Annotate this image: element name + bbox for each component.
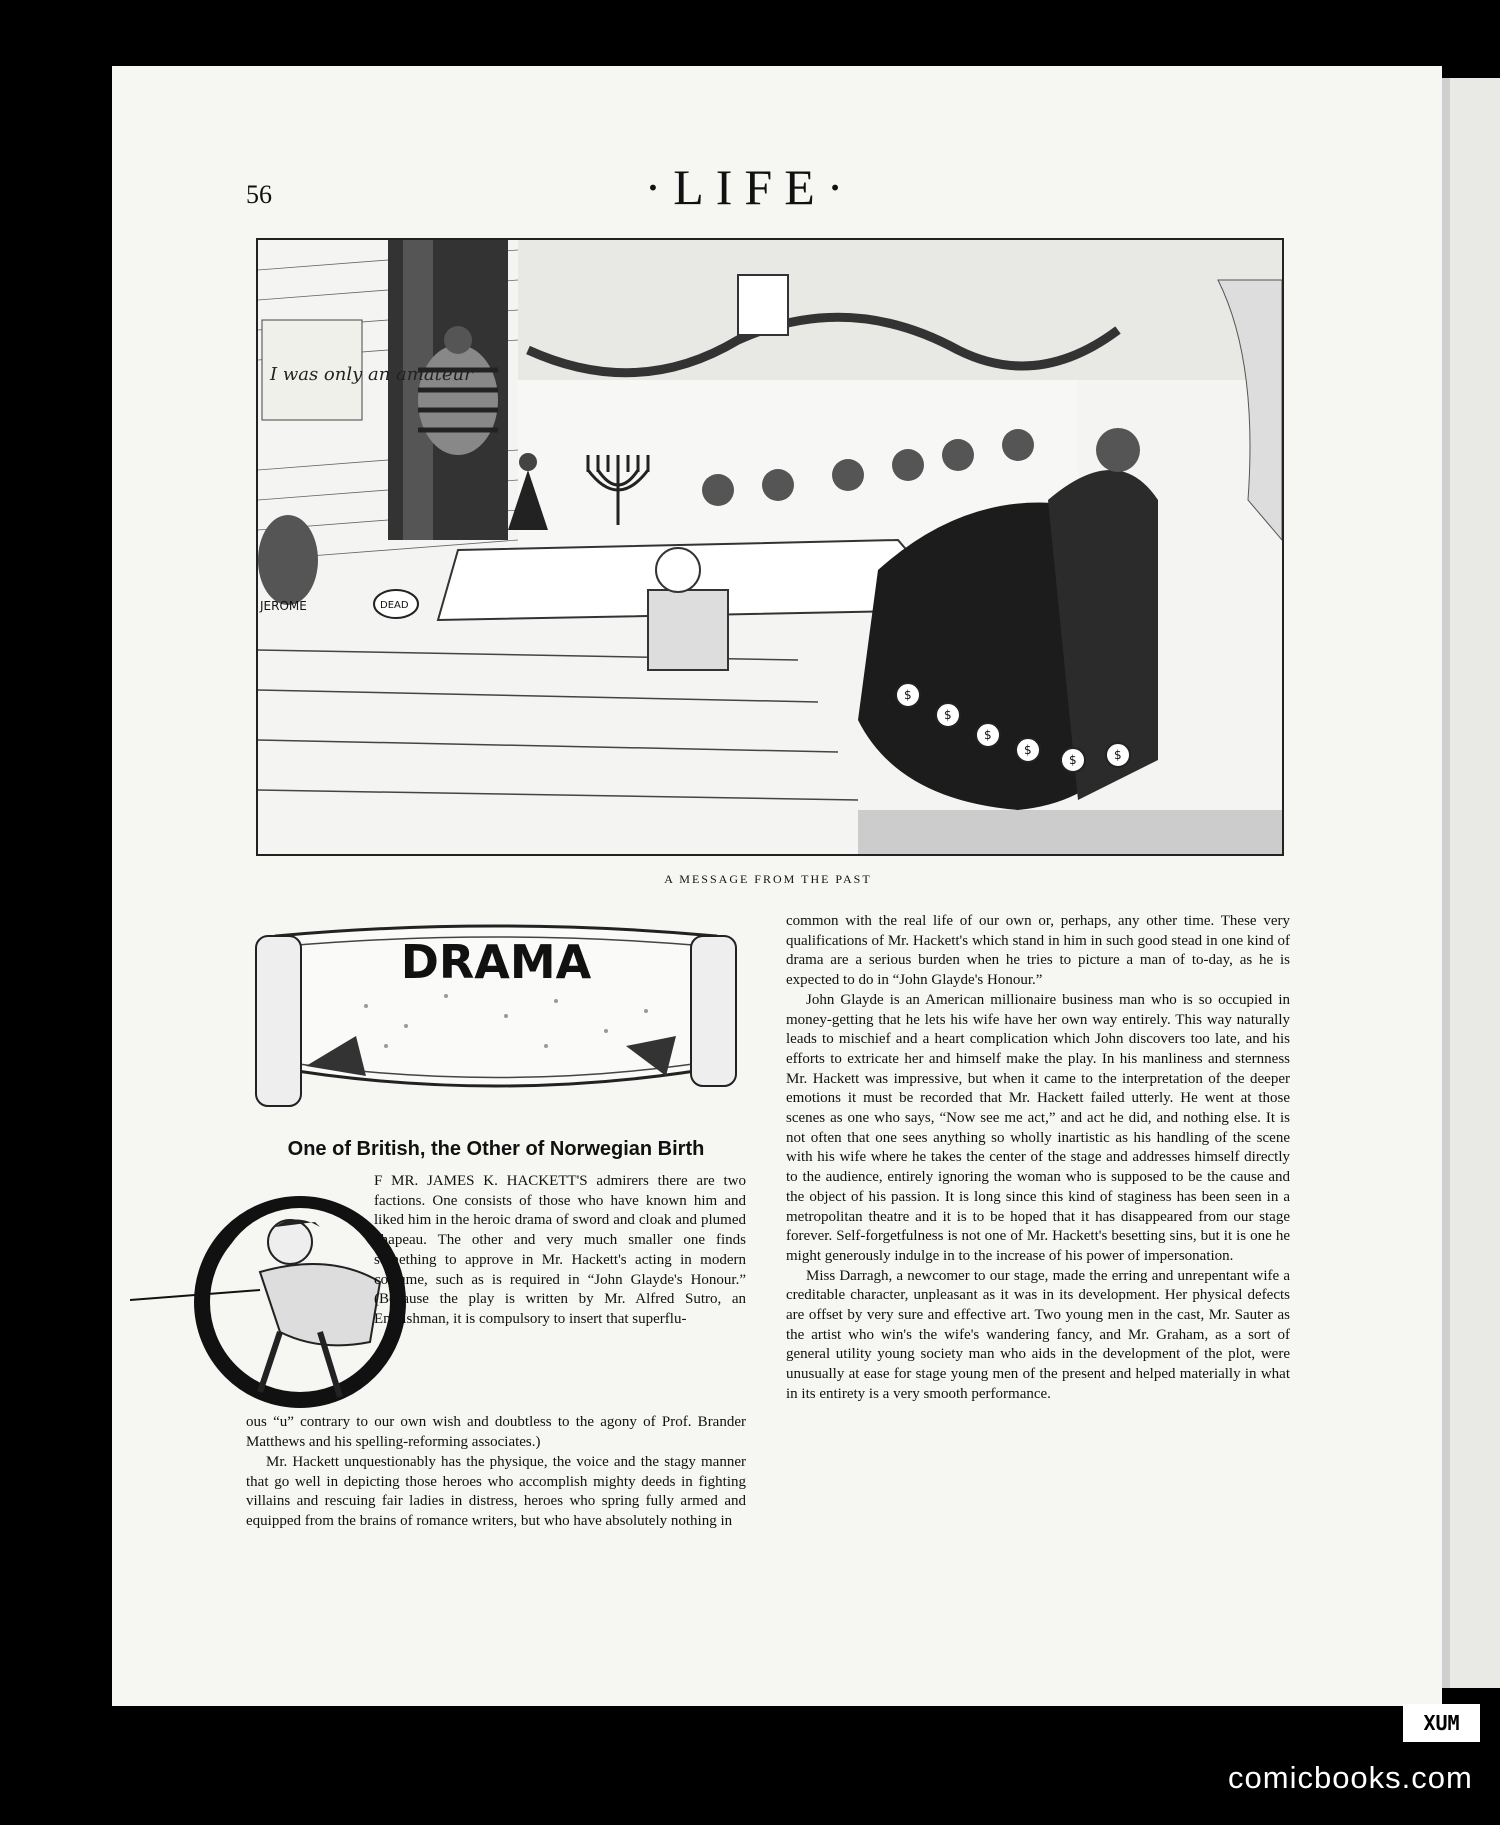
figure-label: JEROME (260, 599, 307, 613)
article-paragraph-4: Miss Darragh, a newcomer to our stage, made the erring and unrepentant wife a creditable character, unpleasant as it was in its development. Her physical defects are offset by very sure and effective art. Two young men in the cast, Mr. Sauter as the artist who win's the wife's wandering fancy, and Mr. Graham, as a sort of general utility young society man who aids in the development of the plot, were unusually at ease for stage young men of the present and helped materially in what in its entirety is a very smooth performance. (786, 1267, 1290, 1402)
scroll-text: I was only an amateur (270, 364, 473, 385)
magazine-title: ·LIFE· (644, 159, 856, 215)
next-page-sliver (1450, 78, 1500, 1688)
money-symbol: $ (1024, 743, 1032, 757)
cartoon-drawing (258, 240, 1282, 854)
illustration-caption: A MESSAGE FROM THE PAST (664, 872, 872, 886)
ball-label: DEAD (380, 600, 409, 611)
drama-banner-art (246, 916, 746, 1116)
article-paragraph-2-right: common with the real life of our own or, perhaps, any other time. These very qualifications of Mr. Hackett's which stand in him in such good stead in one kind of drama are a serious burden when he tries to picture a man of to-day, as he is expected to do in “John Glayde's Honour.” (786, 913, 1290, 989)
site-watermark: comicbooks.com (1228, 1760, 1473, 1795)
money-symbol: $ (1114, 748, 1122, 762)
article-subhead: One of British, the Other of Norwegian Birth (287, 1138, 705, 1160)
article-paragraph-2-left: Mr. Hackett unquestionably has the physique, the voice and the stagy manner that go well in depicting those heroes who accomplish mighty deeds in fighting villains and rescuing fair ladies in distress, heroes who spring fully armed and equipped from the brains of romance writers, but who have absolutely nothing in (246, 1454, 746, 1530)
article-paragraph-1-tail: ous “u” contrary to our own wish and doubtless to the agony of Prof. Brander Matthews and his spelling-reforming associates.) (246, 1414, 746, 1450)
article-paragraph-3: John Glayde is an American millionaire business man who is so occupied in money-getting that he lets his wife have her own way entirely. This way naturally leads to mischief and a heart complication which John discovers too late, and his efforts to extricate her and himself make the play. In his manliness and sternness Mr. Hackett was impressive, but when it came to the interpretation of the deeper emotions it must be recorded that Mr. Hackett failed utterly. He went at those scenes as one who says, “Now see me act,” and act he did, and nothing else. It is not often that one sees anything so wholly inartistic as his handling of the scene with his wife where he takes the center of the stage and addresses himself directly to the audience, entirely ignoring the woman who is supposed to be the cause and the object of his passion. It is long since this kind of staginess has been seen in a metropolitan theatre and it is to be hoped that it has disappeared from our stage forever. Self-forgetfulness is not one of Mr. Hackett's besetting sins, but it is one he might generously indulge in to the increase of his power of impersonation. (786, 991, 1290, 1264)
drama-banner (246, 916, 746, 1116)
money-symbol: $ (944, 708, 952, 722)
money-symbol: $ (1069, 753, 1077, 767)
drama-title: DRAMA (400, 935, 592, 989)
page-number: 56 (246, 180, 272, 209)
page-edge (1442, 78, 1450, 1688)
money-symbol: $ (984, 728, 992, 742)
cartoon-illustration (256, 238, 1284, 856)
article-paragraph-1-wrapped: F MR. JAMES K. HACKETT'S admirers there are two factions. One consists of those who have known him and liked him in the heroic drama of sword and cloak and plumed chapeau. The other and very much smaller one finds something to approve in Mr. Hackett's acting in modern costume, such as is required in “John Glayde's Honour.” (Because the play is written by Mr. Alfred Sutro, an Englishman, it is compulsory to insert that superflu- (374, 1173, 746, 1327)
money-symbol: $ (904, 688, 912, 702)
xum-badge: XUM (1403, 1704, 1480, 1742)
right-column (786, 912, 1290, 1405)
